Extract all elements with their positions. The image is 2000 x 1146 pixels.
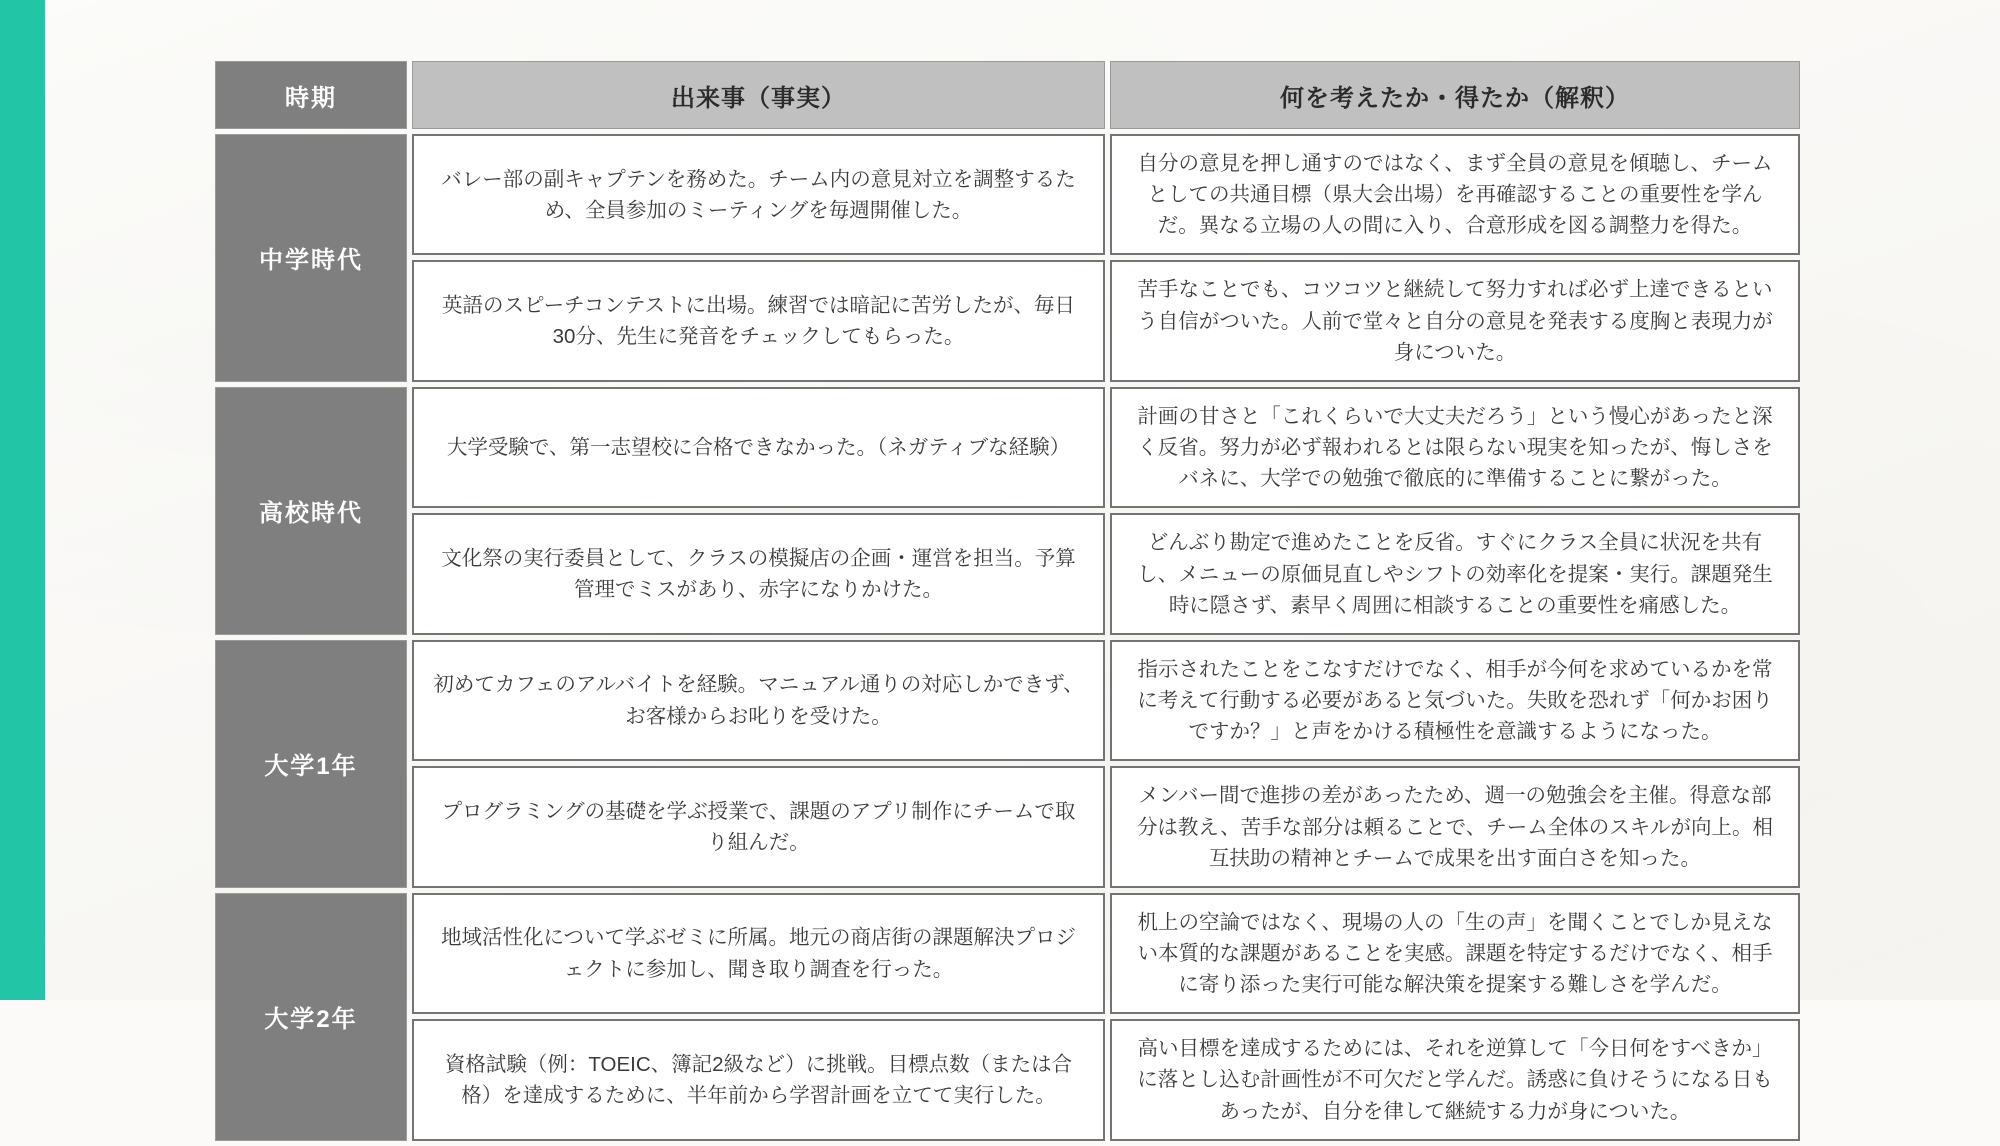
learning-cell — [1110, 640, 1800, 761]
fact-text: 初めてカフェのアルバイトを経験。マニュアル通りの対応しかできず、お客様からお叱りを受けた。 — [433, 673, 1084, 728]
fact-text: プログラミングの基礎を学ぶ授業で、課題のアプリ制作にチームで取り組んだ。 — [441, 799, 1076, 855]
period-label-university-year1: 大学1年 — [215, 640, 407, 888]
learning-cell — [1110, 387, 1800, 508]
learning-cell — [1110, 893, 1800, 1014]
table-row — [215, 513, 1800, 634]
table-row — [215, 766, 1800, 887]
fact-cell — [412, 387, 1105, 508]
table-header — [215, 61, 1800, 129]
learning-cell — [1110, 766, 1800, 887]
table-row — [215, 1019, 1800, 1140]
fact-cell — [412, 1019, 1105, 1140]
self-analysis-table-container — [210, 56, 1790, 1146]
period-label-junior-high: 中学時代 — [215, 134, 407, 382]
period-label-high-school: 高校時代 — [215, 387, 407, 635]
fact-text: 大学受験で、第一志望校に合格できなかった。（ネガティブな経験） — [446, 436, 1071, 460]
accent-bar — [0, 0, 45, 1000]
learning-text: 自分の意見を押し通すのではなく、まず全員の意見を傾聴し、チームとしての共通目標（県大会出場）を再確認することの重要性を学んだ。異なる立場の人の間に入り、合意形成を図る調整力を得た。 — [1137, 152, 1773, 238]
learning-text: 机上の空論ではなく、現場の人の「生の声」を聞くことでしか見えない本質的な課題があることを実感。課題を特定するだけでなく、相手に寄り添った実行可能な解決策を提案する難しさを学んだ。 — [1137, 910, 1773, 997]
learning-text: 苦手なことでも、コツコツと継続して努力すれば必ず上達できるという自信がついた。人前で堂々と自分の意見を発表する度胸と表現力が身についた。 — [1137, 278, 1773, 364]
table-row — [215, 640, 1800, 761]
table-header-row — [215, 61, 1800, 129]
header-period: 時期 — [215, 61, 407, 129]
header-fact: 出来事（事実） — [412, 61, 1105, 129]
self-analysis-table — [210, 56, 1805, 1146]
learning-text: 高い目標を達成するためには、それを逆算して「今日何をすべきか」に落とし込む計画性が不可欠だと学んだ。誘惑に負けそうになる日もあったが、自分を律して継続する力が身についた。 — [1137, 1037, 1773, 1123]
fact-cell — [412, 640, 1105, 761]
learning-cell — [1110, 134, 1800, 255]
fact-cell — [412, 893, 1105, 1014]
table-row — [215, 893, 1800, 1014]
period-label-university-year2: 大学2年 — [215, 893, 407, 1141]
fact-text: 資格試験（例：TOEIC、簿記2級など）に挑戦。目標点数（または合格）を達成するために、半年前から学習計画を立てて実行した。 — [444, 1052, 1073, 1108]
fact-text: 英語のスピーチコンテストに出場。練習では暗記に苦労したが、毎日30分、先生に発音をチェックしてもらった。 — [441, 294, 1076, 349]
table-body — [215, 134, 1800, 1141]
fact-text: 地域活性化について学ぶゼミに所属。地元の商店街の課題解決プロジェクトに参加し、聞き取り調査を行った。 — [440, 926, 1077, 981]
table-row — [215, 260, 1800, 381]
learning-text: 計画の甘さと「これくらいで大丈夫だろう」という慢心があったと深く反省。努力が必ず報われるとは限らない現実を知ったが、悔しさをバネに、大学での勉強で徹底的に準備することに繋がった。 — [1137, 404, 1773, 491]
learning-cell — [1110, 1019, 1800, 1140]
fact-cell — [412, 513, 1105, 634]
learning-text: メンバー間で進捗の差があったため、週一の勉強会を主催。得意な部分は教え、苦手な部分は頼ることで、チーム全体のスキルが向上。相互扶助の精神とチームで成果を出す面白さを知った。 — [1136, 784, 1774, 870]
table-row — [215, 134, 1800, 255]
fact-text: 文化祭の実行委員として、クラスの模擬店の企画・運営を担当。予算管理でミスがあり、赤字になりかけた。 — [441, 546, 1076, 602]
fact-cell — [412, 134, 1105, 255]
fact-text: バレー部の副キャプテンを務めた。チーム内の意見対立を調整するため、全員参加のミーティングを毎週開催した。 — [441, 167, 1076, 222]
fact-cell — [412, 260, 1105, 381]
header-learning: 何を考えたか・得たか（解釈） — [1110, 61, 1800, 129]
learning-text: どんぶり勘定で進めたことを反省。すぐにクラス全員に状況を共有し、メニューの原価見直しやシフトの効率化を提案・実行。課題発生時に隠さず、素早く周囲に相談することの重要性を痛感した。 — [1137, 531, 1773, 617]
table-row — [215, 387, 1800, 508]
fact-cell — [412, 766, 1105, 887]
learning-text: 指示されたことをこなすだけでなく、相手が今何を求めているかを常に考えて行動する必要があると気づいた。失敗を恐れず「何かお困りですか？」と声をかける積極性を意識するようになった。 — [1137, 657, 1773, 744]
learning-cell — [1110, 260, 1800, 381]
learning-cell — [1110, 513, 1800, 634]
